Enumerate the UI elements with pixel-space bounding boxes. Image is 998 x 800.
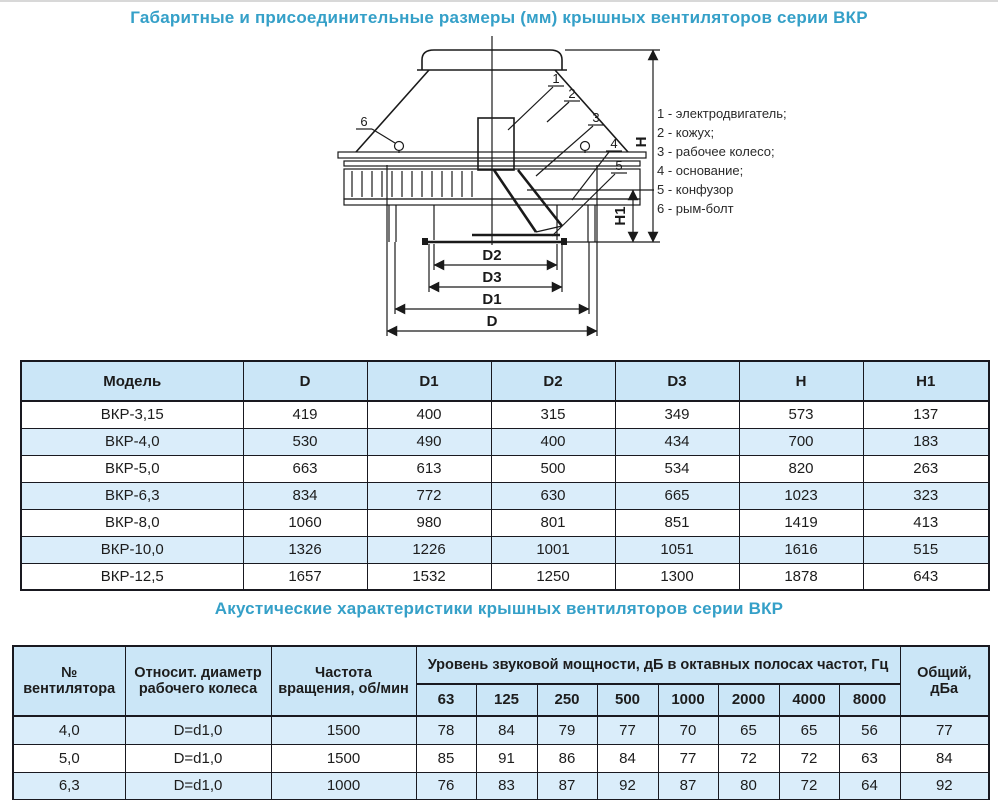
table-cell: 1419 (739, 509, 863, 536)
table-row (21, 509, 989, 536)
table-cell: 500 (491, 455, 615, 482)
table-cell: 263 (863, 455, 989, 482)
dim-label-d3: D3 (482, 269, 502, 286)
part-number-2: 2 (568, 86, 576, 101)
table-cell: 65 (779, 716, 839, 744)
table-cell: 1500 (271, 744, 416, 772)
table-cell: ВКР-10,0 (21, 536, 243, 563)
table-cell: 801 (491, 509, 615, 536)
table-row (21, 482, 989, 509)
table-cell: 77 (597, 716, 658, 744)
table-cell: 700 (739, 428, 863, 455)
table-cell: 84 (900, 744, 989, 772)
table-cell: 419 (243, 401, 367, 428)
column-header-125: 125 (476, 684, 537, 716)
table-cell: 87 (537, 772, 597, 800)
impeller (472, 170, 562, 235)
table-cell: 183 (863, 428, 989, 455)
table-cell: 663 (243, 455, 367, 482)
table-cell: ВКР-3,15 (21, 401, 243, 428)
table-cell: 515 (863, 536, 989, 563)
part-number-3: 3 (592, 110, 600, 125)
column-header-8000: 8000 (839, 684, 900, 716)
table-row (21, 563, 989, 590)
section-title-acoustics: Акустические характеристики крышных вентиляторов серии ВКР (214, 599, 784, 618)
table-cell: 530 (243, 428, 367, 455)
column-header-2000: 2000 (718, 684, 779, 716)
column-header-fan-number: № вентилятора (13, 646, 125, 716)
table-cell: D=d1,0 (125, 716, 271, 744)
table-cell: 80 (718, 772, 779, 800)
part-number-4: 4 (610, 136, 618, 151)
table-cell: 70 (658, 716, 718, 744)
table-row (13, 716, 989, 744)
dim-label-d2: D2 (482, 247, 502, 264)
table-cell: 86 (537, 744, 597, 772)
table-cell: 92 (597, 772, 658, 800)
legend-item: 2 - кожух; (657, 125, 715, 140)
eyebolt-right (581, 142, 590, 151)
column-header-d3: D3 (615, 361, 739, 401)
table-cell: 1657 (243, 563, 367, 590)
column-header-model: Модель (21, 361, 243, 401)
table-cell: 6,3 (13, 772, 125, 800)
table-cell: 490 (367, 428, 491, 455)
table-cell: 434 (615, 428, 739, 455)
column-header-63: 63 (416, 684, 476, 716)
table-cell: ВКР-5,0 (21, 455, 243, 482)
table-cell: 91 (476, 744, 537, 772)
dimensions-table (20, 360, 990, 591)
table-cell: 78 (416, 716, 476, 744)
table-cell: 72 (779, 744, 839, 772)
table-cell: 72 (779, 772, 839, 800)
table-cell: 400 (491, 428, 615, 455)
table-cell: 137 (863, 401, 989, 428)
table-cell: 76 (416, 772, 476, 800)
table-row (13, 744, 989, 772)
table-cell: 643 (863, 563, 989, 590)
table-cell: 1000 (271, 772, 416, 800)
table-cell: 1616 (739, 536, 863, 563)
table-cell: 980 (367, 509, 491, 536)
table-cell: 772 (367, 482, 491, 509)
table-cell: D=d1,0 (125, 772, 271, 800)
table-cell: ВКР-4,0 (21, 428, 243, 455)
table-row (13, 772, 989, 800)
column-header-250: 250 (537, 684, 597, 716)
section-title-dimensions: Габаритные и присоединительные размеры (мм) крышных вентиляторов серии ВКР (130, 8, 868, 27)
table-cell: 1300 (615, 563, 739, 590)
table-cell: 1250 (491, 563, 615, 590)
column-header-d1: D1 (367, 361, 491, 401)
legend-item: 5 - конфузор (657, 182, 734, 197)
table-row (21, 536, 989, 563)
table-cell: 79 (537, 716, 597, 744)
table-cell: 77 (658, 744, 718, 772)
table-cell: 1532 (367, 563, 491, 590)
table-cell: 83 (476, 772, 537, 800)
column-header-h: H (739, 361, 863, 401)
table-row (21, 401, 989, 428)
table-cell: 63 (839, 744, 900, 772)
table-cell: 534 (615, 455, 739, 482)
fan-drawing (338, 36, 654, 245)
column-header-sound-power: Уровень звуковой мощности, дБ в октавных полосах частот, Гц (416, 646, 900, 684)
dimension-lines (387, 50, 660, 336)
table-cell: 1226 (367, 536, 491, 563)
table-cell: 1023 (739, 482, 863, 509)
table-cell: 84 (476, 716, 537, 744)
table-cell: ВКР-12,5 (21, 563, 243, 590)
table-cell: 1060 (243, 509, 367, 536)
table-cell: 56 (839, 716, 900, 744)
table-cell: 315 (491, 401, 615, 428)
column-header-total: Общий, дБа (900, 646, 989, 716)
part-number-1: 1 (552, 71, 560, 86)
column-header-d2: D2 (491, 361, 615, 401)
legend-item: 6 - рым-болт (657, 201, 734, 216)
table-cell: 851 (615, 509, 739, 536)
fan-diagram (322, 30, 662, 355)
legend-item: 4 - основание; (657, 163, 744, 178)
table-cell: 834 (243, 482, 367, 509)
table-cell: 613 (367, 455, 491, 482)
dim-label-h1: H1 (612, 206, 629, 226)
column-header-rotation: Частота вращения, об/мин (271, 646, 416, 716)
table-cell: 323 (863, 482, 989, 509)
table-cell: 1051 (615, 536, 739, 563)
table-cell: 1001 (491, 536, 615, 563)
part-number-5: 5 (615, 158, 623, 173)
table-cell: 413 (863, 509, 989, 536)
table-cell: 349 (615, 401, 739, 428)
louver-bars (352, 171, 472, 197)
cowl-left (356, 70, 429, 152)
column-header-4000: 4000 (779, 684, 839, 716)
table-cell: 400 (367, 401, 491, 428)
column-header-d: D (243, 361, 367, 401)
column-header-h1: H1 (863, 361, 989, 401)
table-cell: 1500 (271, 716, 416, 744)
table-cell: D=d1,0 (125, 744, 271, 772)
table-cell: 5,0 (13, 744, 125, 772)
dim-label-d: D (486, 313, 498, 330)
motor-box (478, 118, 514, 170)
part-number-6: 6 (360, 114, 368, 129)
legend-item: 3 - рабочее колесо; (657, 144, 775, 159)
table-row (21, 455, 989, 482)
table-cell: 665 (615, 482, 739, 509)
acoustics-table (12, 645, 990, 800)
table-cell: 77 (900, 716, 989, 744)
column-header-1000: 1000 (658, 684, 718, 716)
table-cell: 72 (718, 744, 779, 772)
dim-label-h: H (633, 136, 650, 148)
eyebolt-left (395, 142, 404, 151)
table-cell: ВКР-6,3 (21, 482, 243, 509)
table-row (21, 428, 989, 455)
dim-label-d1: D1 (482, 291, 502, 308)
table-cell: 820 (739, 455, 863, 482)
diagram-legend (657, 104, 787, 218)
legend-item: 1 - электродвигатель; (657, 106, 787, 121)
table-cell: 92 (900, 772, 989, 800)
table-cell: 84 (597, 744, 658, 772)
table-cell: 87 (658, 772, 718, 800)
table-cell: 630 (491, 482, 615, 509)
table-cell: 65 (718, 716, 779, 744)
table-cell: ВКР-8,0 (21, 509, 243, 536)
table-cell: 573 (739, 401, 863, 428)
table-cell: 1878 (739, 563, 863, 590)
column-header-rel-diameter: Относит. диаметр рабочего колеса (125, 646, 271, 716)
column-header-500: 500 (597, 684, 658, 716)
table-cell: 4,0 (13, 716, 125, 744)
table-cell: 1326 (243, 536, 367, 563)
table-cell: 85 (416, 744, 476, 772)
table-cell: 64 (839, 772, 900, 800)
